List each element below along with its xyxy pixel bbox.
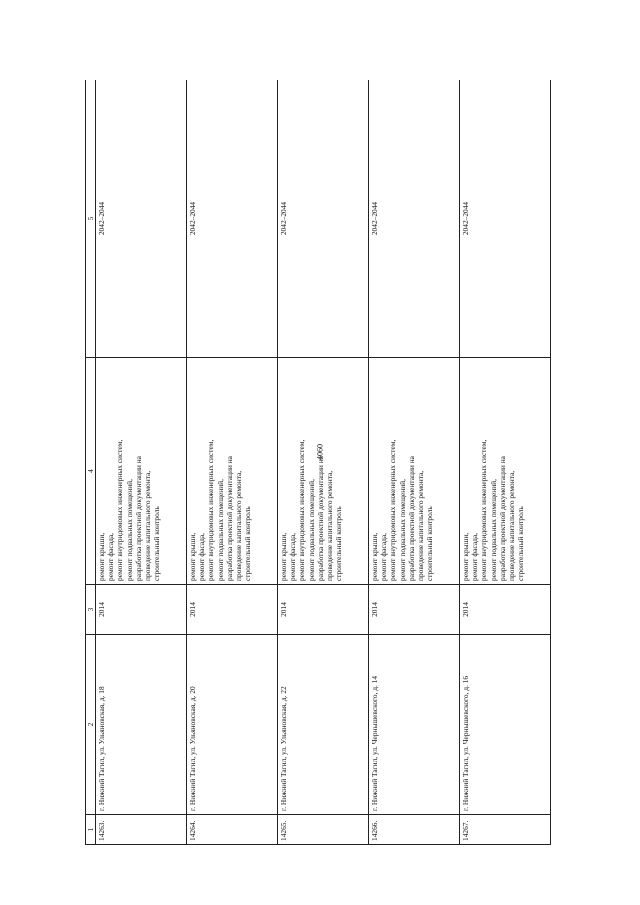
period-cell: 2042–2044 — [278, 80, 369, 358]
work-item: ремонт подвальных помещений, — [488, 479, 498, 581]
address-cell: г. Нижний Тагил, ул. Чернышевского, д. 16 — [460, 635, 551, 815]
period-cell: 2042–2044 — [460, 80, 551, 358]
work-item: ремонт крыши, — [188, 532, 197, 581]
works-cell — [187, 358, 278, 585]
work-item: ремонт фасада, — [470, 533, 480, 581]
row-number-cell: 14263. — [96, 815, 187, 845]
year-cell: 2014 — [369, 585, 460, 635]
works-cell — [96, 358, 187, 585]
year-cell: 2014 — [96, 585, 187, 635]
work-item: разработка проектной документации на — [224, 456, 234, 581]
work-item: ремонт крыши, — [97, 532, 106, 581]
table-row — [187, 80, 278, 845]
period-cell: 2042–2044 — [96, 80, 187, 358]
row-number-cell: 14267. — [460, 815, 551, 845]
works-cell — [460, 358, 551, 585]
work-item: ремонт фасада, — [197, 533, 207, 581]
work-item: проведение капитального ремонта, — [416, 470, 426, 581]
table-row — [96, 80, 187, 845]
work-item: ремонт подвальных помещений, — [397, 479, 407, 581]
work-item: разработка проектной документации на — [497, 456, 507, 581]
work-item: ремонт внутридомовых инженерных систем, — [297, 439, 307, 581]
work-item: проведение капитального ремонта, — [325, 470, 335, 581]
column-header: 2 — [86, 635, 96, 815]
row-number-cell: 14265. — [278, 815, 369, 845]
work-item: ремонт подвальных помещений, — [215, 479, 225, 581]
header-row — [86, 80, 96, 845]
page-number: 4060 — [315, 444, 325, 460]
rotated-table-container — [85, 80, 555, 845]
work-item: ремонт крыши, — [370, 532, 379, 581]
work-item: ремонт крыши, — [279, 532, 288, 581]
period-cell: 2042–2044 — [369, 80, 460, 358]
work-item: ремонт внутридомовых инженерных систем, — [479, 439, 489, 581]
work-item: разработка проектной документации на — [133, 456, 143, 581]
column-header: 1 — [86, 815, 96, 845]
work-item: ремонт фасада, — [106, 533, 116, 581]
year-cell: 2014 — [278, 585, 369, 635]
table-row — [278, 80, 369, 845]
table-row — [460, 80, 551, 845]
address-cell: г. Нижний Тагил, ул. Ульяновская, д. 18 — [96, 635, 187, 815]
works-cell — [369, 358, 460, 585]
period-cell: 2042–2044 — [187, 80, 278, 358]
work-item: ремонт внутридомовых инженерных систем, — [388, 439, 398, 581]
work-item: ремонт фасада, — [288, 533, 298, 581]
work-item: строительный контроль — [334, 506, 344, 581]
work-item: разработка проектной документации на — [406, 456, 416, 581]
row-number-cell: 14264. — [187, 815, 278, 845]
table-row — [369, 80, 460, 845]
row-number-cell: 14266. — [369, 815, 460, 845]
work-item: строительный контроль — [425, 506, 435, 581]
year-cell: 2014 — [460, 585, 551, 635]
work-item: проведение капитального ремонта, — [507, 470, 517, 581]
work-item: ремонт внутридомовых инженерных систем, — [206, 439, 216, 581]
work-item: ремонт фасада, — [379, 533, 389, 581]
address-cell: г. Нижний Тагил, ул. Ульяновская, д. 20 — [187, 635, 278, 815]
column-header: 4 — [86, 358, 96, 585]
work-item: разработка проектной документации на — [315, 456, 325, 581]
work-item: проведение капитального ремонта, — [234, 470, 244, 581]
repair-schedule-table — [85, 80, 551, 845]
work-item: строительный контроль — [152, 506, 162, 581]
work-item: ремонт крыши, — [461, 532, 470, 581]
work-item: строительный контроль — [516, 506, 526, 581]
address-cell: г. Нижний Тагил, ул. Ульяновская, д. 22 — [278, 635, 369, 815]
column-header: 5 — [86, 80, 96, 358]
work-item: ремонт подвальных помещений, — [124, 479, 134, 581]
column-header: 3 — [86, 585, 96, 635]
work-item: строительный контроль — [243, 506, 253, 581]
work-item: ремонт подвальных помещений, — [306, 479, 316, 581]
landscape-page — [85, 80, 555, 845]
address-cell: г. Нижний Тагил, ул. Чернышевского, д. 14 — [369, 635, 460, 815]
work-item: проведение капитального ремонта, — [143, 470, 153, 581]
year-cell: 2014 — [187, 585, 278, 635]
works-cell — [278, 358, 369, 585]
work-item: ремонт внутридомовых инженерных систем, — [115, 439, 125, 581]
